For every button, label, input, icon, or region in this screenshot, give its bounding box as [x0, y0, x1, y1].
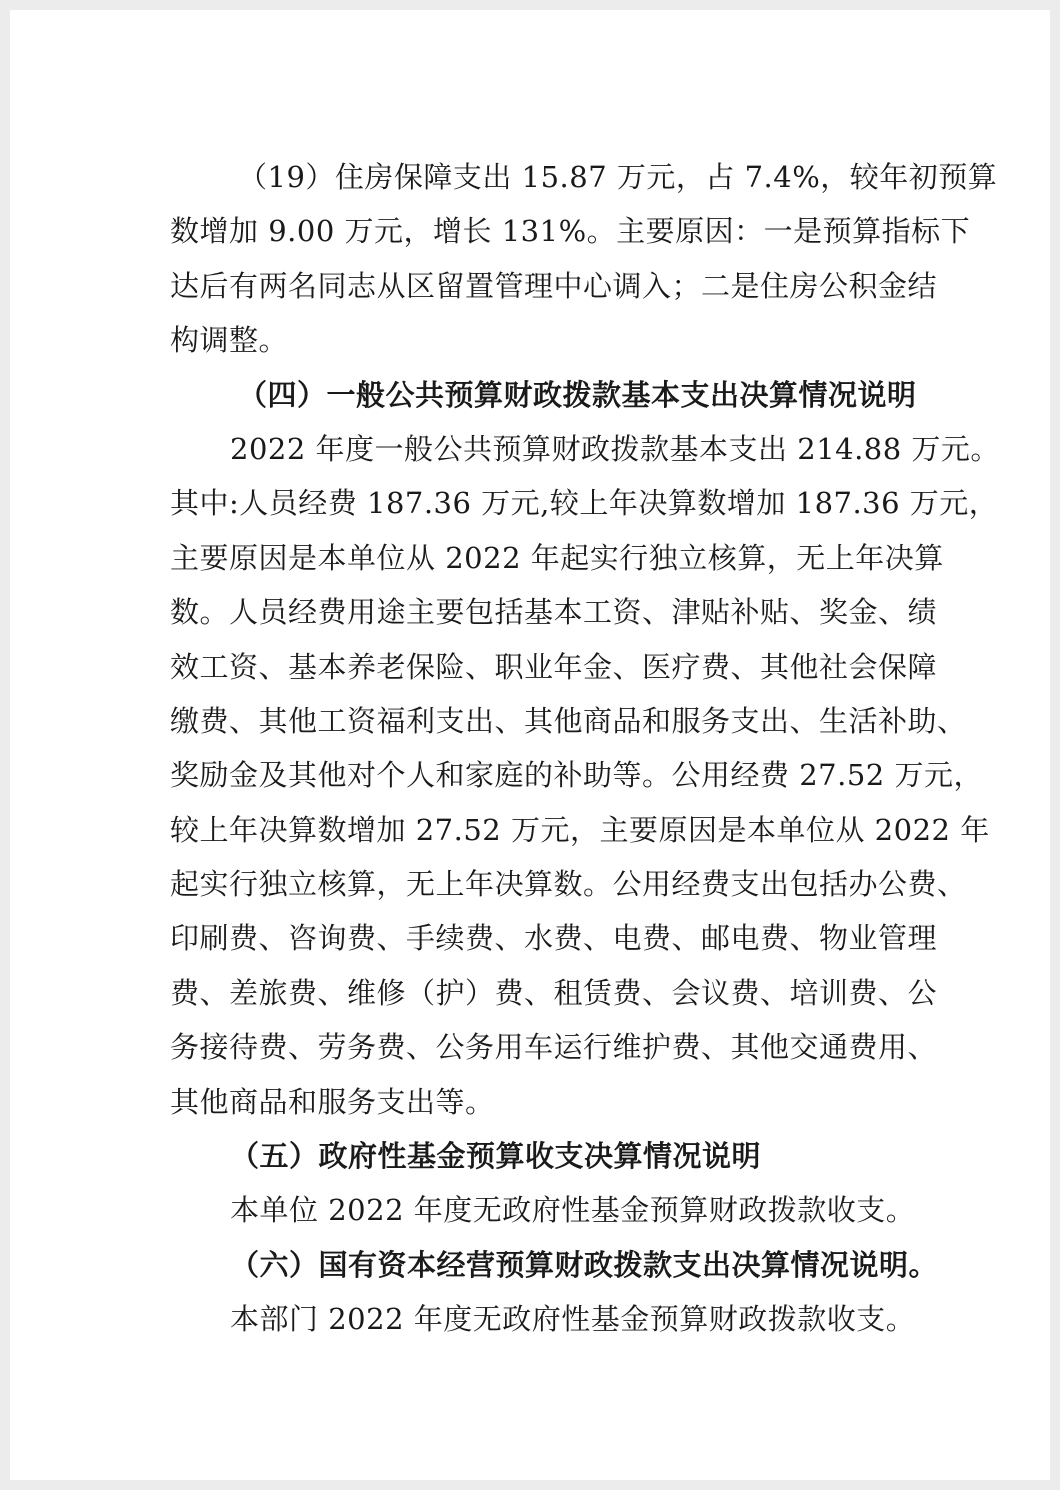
document-page: [10, 10, 1050, 1480]
para-4-line-1: 2022 年度一般公共预算财政拨款基本支出 214.88 万元。: [230, 431, 1000, 466]
para-4-line-13: 其他商品和服务支出等。: [170, 1084, 495, 1119]
section-19-line-1: （19）住房保障支出 15.87 万元，占 7.4%，较年初预算: [238, 160, 998, 194]
para-6: 本部门 2022 年度无政府性基金预算财政拨款收支。: [230, 1302, 916, 1337]
para-5: 本单位 2022 年度无政府性基金预算财政拨款收支。: [230, 1193, 916, 1228]
para-4-line-10: 印刷费、咨询费、手续费、水费、电费、邮电费、物业管理: [170, 921, 938, 956]
para-4-line-4: 数。人员经费用途主要包括基本工资、津贴补贴、奖金、绩: [170, 595, 938, 630]
section-19-line-2: 数增加 9.00 万元，增长 131%。主要原因：一是预算指标下: [170, 214, 971, 249]
para-4-line-12: 务接待费、劳务费、公务用车运行维护费、其他交通费用、: [170, 1030, 938, 1065]
para-4-line-9: 起实行独立核算，无上年决算数。公用经费支出包括办公费、: [170, 867, 967, 902]
para-4-line-11: 费、差旅费、维修（护）费、租赁费、会议费、培训费、公: [170, 975, 938, 1010]
para-4-line-6: 缴费、其他工资福利支出、其他商品和服务支出、生活补助、: [170, 703, 967, 738]
para-4-line-3: 主要原因是本单位从 2022 年起实行独立核算，无上年决算: [170, 540, 944, 575]
document-body: [170, 150, 1000, 1347]
para-4-line-7: 奖励金及其他对个人和家庭的补助等。公用经费 27.52 万元，: [170, 758, 983, 793]
para-4-line-2: 其中:人员经费 187.36 万元,较上年决算数增加 187.36 万元，: [170, 486, 999, 521]
para-4-line-8: 较上年决算数增加 27.52 万元，主要原因是本单位从 2022 年: [170, 812, 990, 847]
section-19-line-4: 构调整。: [170, 323, 289, 358]
section-19-line-3: 达后有两名同志从区留置管理中心调入；二是住房公积金结: [170, 268, 938, 303]
para-4-line-5: 效工资、基本养老保险、职业年金、医疗费、其他社会保障: [170, 649, 938, 684]
heading-section-5: （五）政府性基金预算收支决算情况说明: [230, 1139, 762, 1174]
heading-section-6: （六）国有资本经营预算财政拨款支出决算情况说明。: [230, 1247, 939, 1282]
heading-section-4: （四）一般公共预算财政拨款基本支出决算情况说明: [238, 377, 917, 412]
